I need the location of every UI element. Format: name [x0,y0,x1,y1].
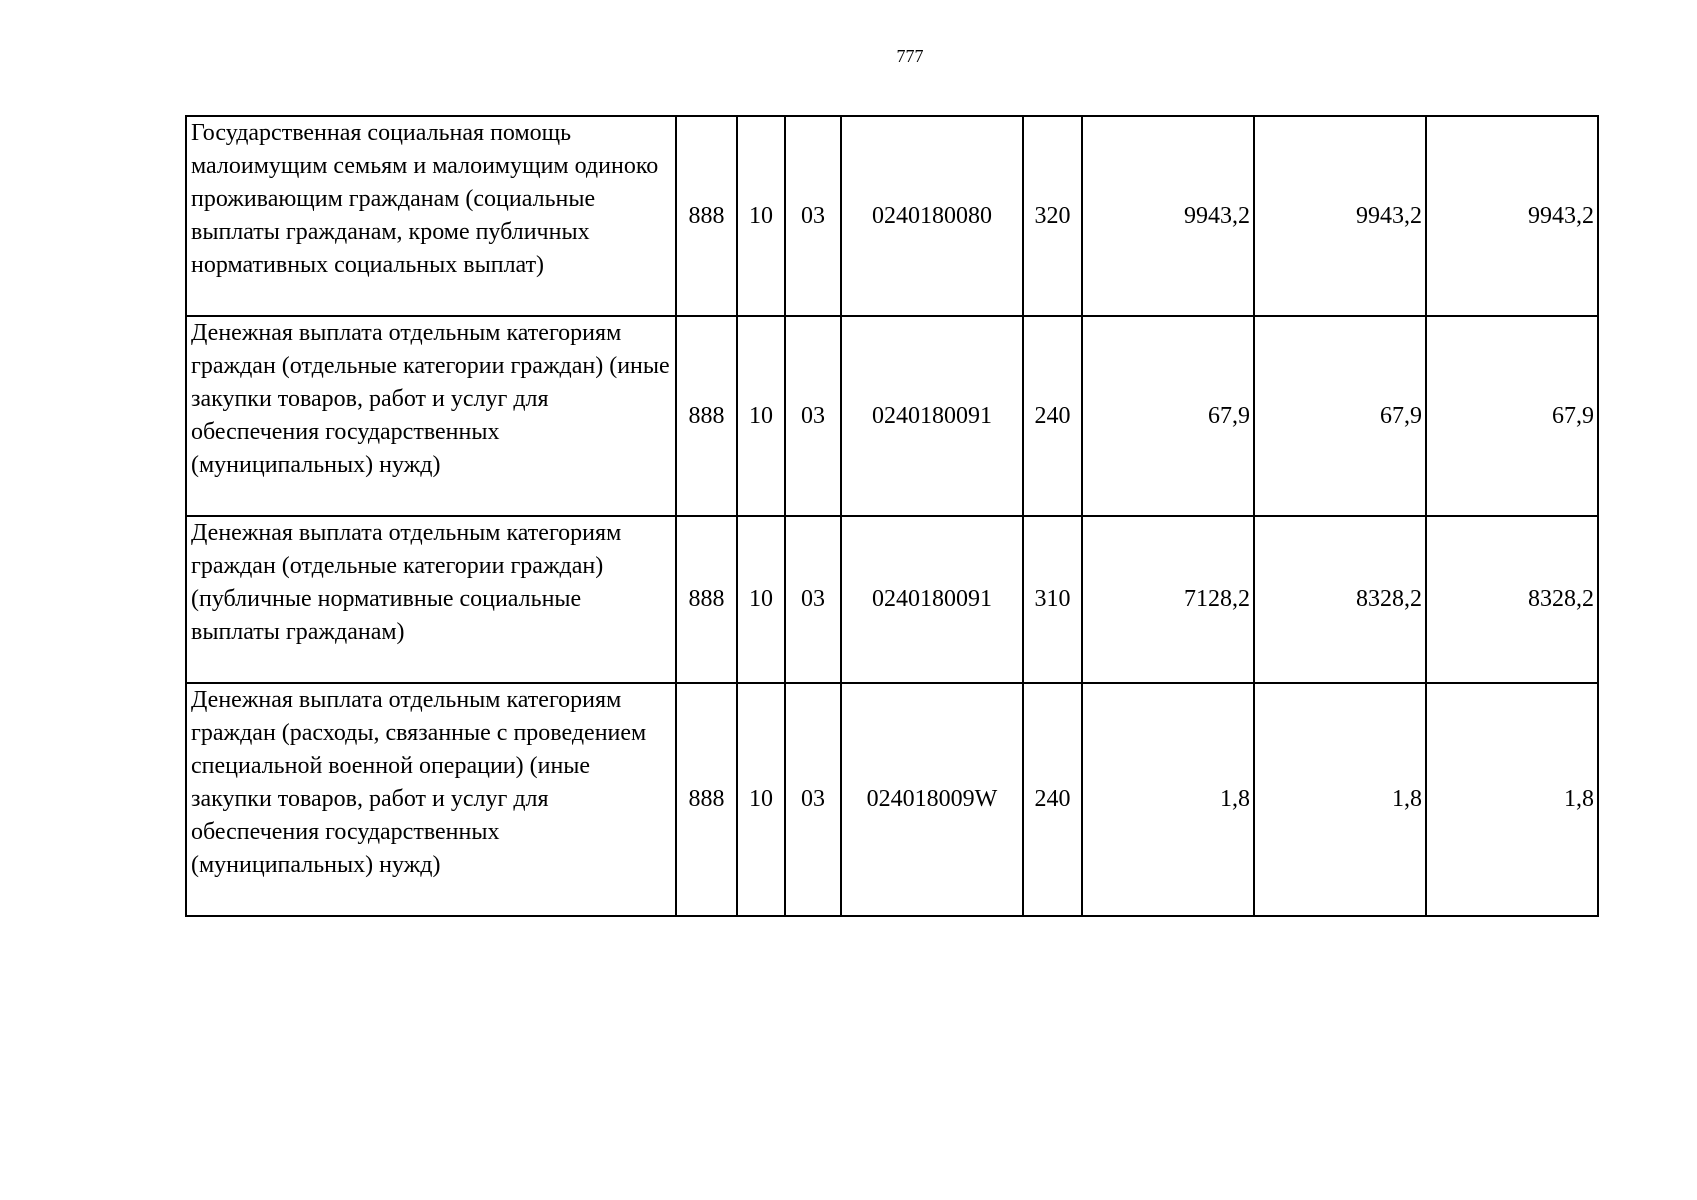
section-code-cell: 10 [737,116,785,316]
amount-3-cell: 67,9 [1426,316,1598,516]
target-article-cell: 024018009W [841,683,1023,916]
section-code-cell: 10 [737,316,785,516]
ministry-code-cell: 888 [676,116,737,316]
table-row [186,316,1598,516]
subsection-code-cell: 03 [785,683,841,916]
ministry-code-cell: 888 [676,683,737,916]
section-code-cell: 10 [737,516,785,683]
target-article-cell: 0240180091 [841,316,1023,516]
amount-3-cell: 9943,2 [1426,116,1598,316]
row-name-cell: Денежная выплата отдельным категориям граждан (отдельные категории граждан) (публичные нормативные социальные выплаты гражданам) [186,516,676,683]
table-row [186,683,1598,916]
amount-1-cell: 9943,2 [1082,116,1254,316]
amount-1-cell: 67,9 [1082,316,1254,516]
page-number: 777 [896,46,924,66]
row-name-cell: Государственная социальная помощь малоимущим семьям и малоимущим одиноко проживающим гражданам (социальные выплаты гражданам, кроме публичных нормативных социальных выплат) [186,116,676,316]
amount-3-cell: 1,8 [1426,683,1598,916]
amount-3-cell: 8328,2 [1426,516,1598,683]
budget-table [185,115,1599,917]
target-article-cell: 0240180091 [841,516,1023,683]
subsection-code-cell: 03 [785,316,841,516]
subsection-code-cell: 03 [785,516,841,683]
amount-1-cell: 7128,2 [1082,516,1254,683]
amount-2-cell: 67,9 [1254,316,1426,516]
table-row [186,116,1598,316]
section-code-cell: 10 [737,683,785,916]
amount-2-cell: 8328,2 [1254,516,1426,683]
table-row [186,516,1598,683]
row-name-cell: Денежная выплата отдельным категориям граждан (отдельные категории граждан) (иные закупки товаров, работ и услуг для обеспечения государственных (муниципальных) нужд) [186,316,676,516]
expense-type-cell: 310 [1023,516,1082,683]
row-name-cell: Денежная выплата отдельным категориям граждан (расходы, связанные с проведением специальной военной операции) (иные закупки товаров, работ и услуг для обеспечения государственных (муниципальных) нужд) [186,683,676,916]
amount-2-cell: 1,8 [1254,683,1426,916]
ministry-code-cell: 888 [676,516,737,683]
expense-type-cell: 320 [1023,116,1082,316]
amount-1-cell: 1,8 [1082,683,1254,916]
expense-type-cell: 240 [1023,683,1082,916]
expense-type-cell: 240 [1023,316,1082,516]
subsection-code-cell: 03 [785,116,841,316]
ministry-code-cell: 888 [676,316,737,516]
target-article-cell: 0240180080 [841,116,1023,316]
amount-2-cell: 9943,2 [1254,116,1426,316]
